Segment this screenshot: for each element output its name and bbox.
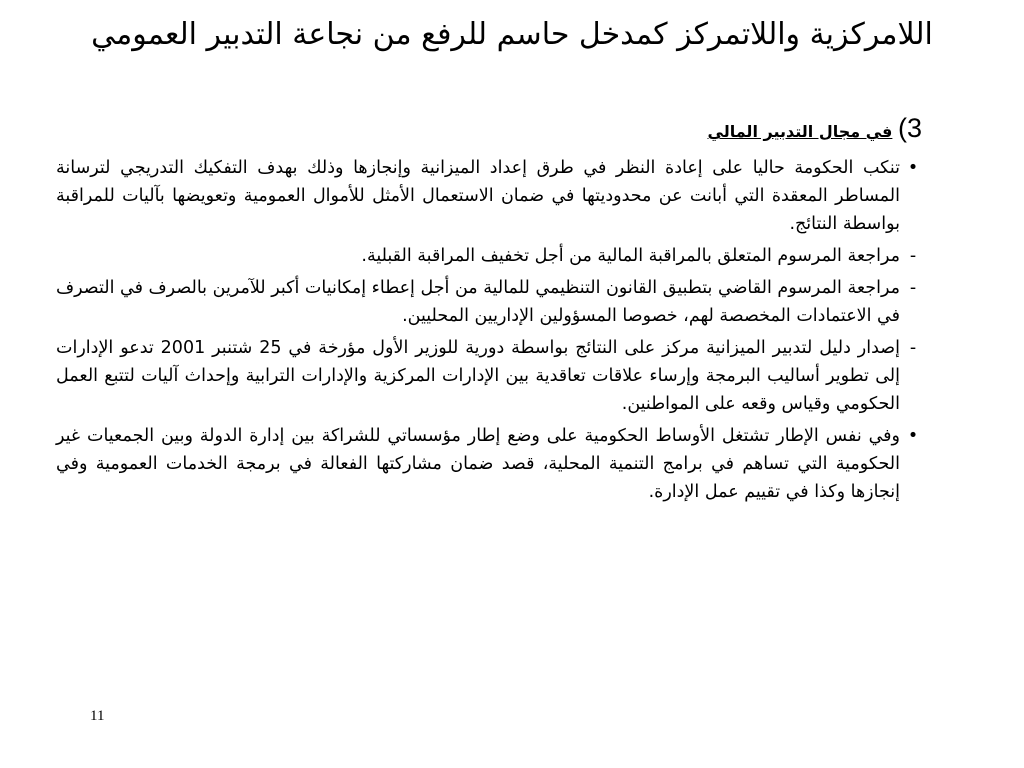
dash-item (56, 274, 922, 330)
bullet-text: وفي نفس الإطار تشتغل الأوساط الحكومية على وضع إطار مؤسساتي للشراكة بين إدارة الدولة وبين الجمعيات غير الحكومية التي تساهم في برامج التنمية المحلية، قصد ضمان مشاركتها الفعالة في برمجة الخدمات العمومية وفي إنجازها وكذا في تقييم عمل الإدارة. (56, 426, 900, 502)
bullet-item (56, 154, 922, 238)
section-label: في مجال التدبير المالي (707, 122, 893, 141)
bullet-marker: • (907, 426, 919, 446)
dash-marker: - (909, 278, 917, 298)
slide-title: اللامركزية واللاتمركز كمدخل حاسم للرفع من نجاعة التدبير العمومي (91, 17, 933, 52)
dash-text: مراجعة المرسوم المتعلق بالمراقبة المالية من أجل تخفيف المراقبة القبلية. (361, 246, 900, 266)
section-number: 3) (897, 113, 922, 143)
bullet-marker: • (907, 158, 919, 178)
slide-content (56, 114, 922, 510)
dash-item (56, 334, 922, 418)
dash-item (56, 242, 922, 270)
section-heading (56, 114, 922, 146)
dash-marker: - (909, 338, 917, 358)
dash-text: مراجعة المرسوم القاضي بتطبيق القانون التنظيمي للمالية من أجل إعطاء إمكانيات أكبر للآمرين بالصرف في التصرف في الاعتمادات المخصصة لهم، خصوصا المسؤولين الإداريين المحليين. (56, 278, 900, 326)
page-number: 11 (90, 708, 105, 724)
dash-marker: - (909, 246, 917, 266)
bullet-text: تنكب الحكومة حاليا على إعادة النظر في طرق إعداد الميزانية وإنجازها وذلك بهدف التفكيك التدريجي لترسانة المساطر المعقدة التي أبانت عن محدوديتها في ضمان الاستعمال الأمثل للأموال العمومية وتعويضها بآليات للمراقبة بواسطة النتائج. (56, 158, 900, 234)
dash-text: إصدار دليل لتدبير الميزانية مركز على النتائج بواسطة دورية للوزير الأول مؤرخة في 25 شتنبر 2001 تدعو الإدارات إلى تطوير أساليب البرمجة وإرساء علاقات تعاقدية بين الإدارات المركزية والإدارات الترابية وإحداث آليات لتتبع العمل الحكومي وقياس وقعه على المواطنين. (56, 338, 901, 414)
bullet-item (56, 422, 922, 506)
